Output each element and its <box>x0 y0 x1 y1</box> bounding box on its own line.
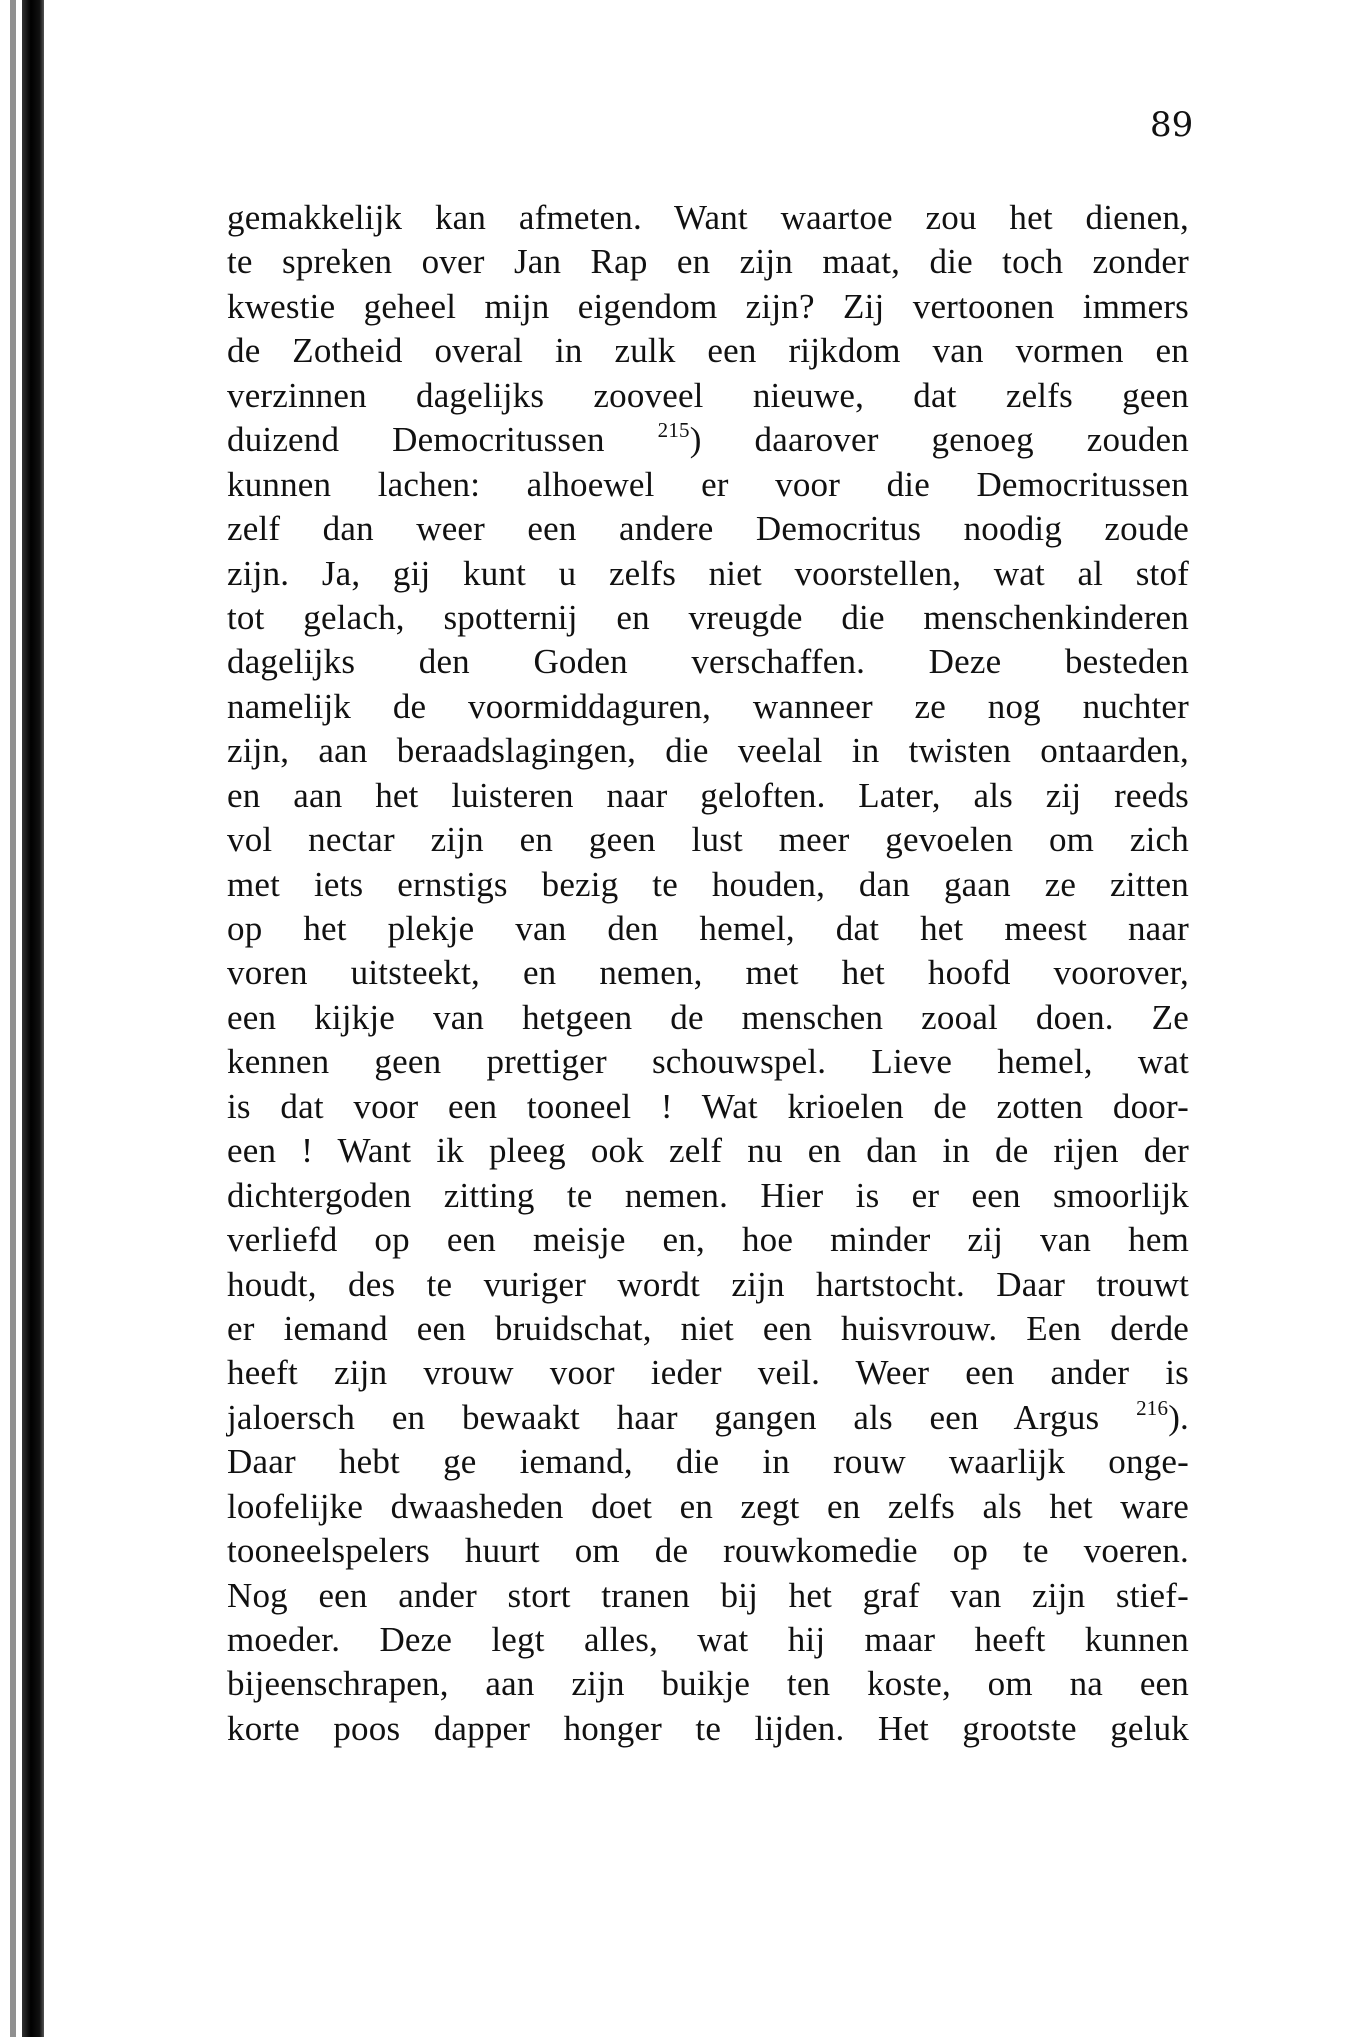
text-line <box>227 1396 1189 1440</box>
line-text: tot gelach, spotternij en vreugde die menschenkinderen <box>227 597 1189 637</box>
text-line <box>227 729 1189 773</box>
line-text: dichtergoden zitting te nemen. Hier is er een smoorlijk <box>227 1175 1189 1215</box>
text-line <box>227 1440 1189 1484</box>
text-line <box>227 507 1189 551</box>
line-text: de Zotheid overal in zulk een rijkdom van vormen en <box>227 331 1189 371</box>
text-line <box>227 1263 1189 1307</box>
text-line <box>227 863 1189 907</box>
text-line <box>227 774 1189 818</box>
text-line <box>227 640 1189 684</box>
text-line <box>227 463 1189 507</box>
text-line <box>227 285 1189 329</box>
line-text: is dat voor een tooneel ! Wat krioelen de zotten door- <box>227 1086 1189 1126</box>
text-line <box>227 1351 1189 1395</box>
line-text: kennen geen prettiger schouwspel. Lieve hemel, wat <box>227 1042 1189 1082</box>
body-text <box>227 196 1189 1751</box>
footnote-reference: 215 <box>657 418 690 443</box>
line-text: een kijkje van hetgeen de menschen zooal doen. Ze <box>227 997 1189 1037</box>
text-line <box>227 196 1189 240</box>
line-text: bijeenschrapen, aan zijn buikje ten koste, om na een <box>227 1664 1189 1704</box>
text-line <box>227 1662 1189 1706</box>
line-text: loofelijke dwaasheden doet en zegt en zelfs als het ware <box>227 1486 1189 1526</box>
line-text: zijn. Ja, gij kunt u zelfs niet voorstellen, wat al stof <box>227 553 1189 593</box>
line-text: met iets ernstigs bezig te houden, dan gaan ze zitten <box>227 864 1189 904</box>
line-text: kunnen lachen: alhoewel er voor die Democritussen <box>227 464 1189 504</box>
line-text: duizend Democritussen <box>227 420 605 460</box>
text-line <box>227 418 1189 462</box>
text-line <box>227 329 1189 373</box>
line-text: tooneelspelers huurt om de rouwkomedie op te voeren. <box>227 1531 1189 1571</box>
line-text: zelf dan weer een andere Democritus noodig zoude <box>227 509 1189 549</box>
text-line <box>227 1618 1189 1662</box>
text-line <box>227 1485 1189 1529</box>
line-text: dagelijks den Goden verschaffen. Deze besteden <box>227 642 1189 682</box>
text-line <box>227 907 1189 951</box>
line-text: zijn, aan beraadslagingen, die veelal in twisten ontaarden, <box>227 731 1189 771</box>
line-text: jaloersch en bewaakt haar gangen als een Argus <box>227 1397 1100 1437</box>
line-text: een ! Want ik pleeg ook zelf nu en dan in de rijen der <box>227 1131 1189 1171</box>
line-text: namelijk de voormiddaguren, wanneer ze nog nuchter <box>227 686 1189 726</box>
line-text: kwestie geheel mijn eigendom zijn? Zij vertoonen immers <box>227 286 1189 326</box>
text-line <box>227 552 1189 596</box>
text-line <box>227 1307 1189 1351</box>
page-edge-shadow <box>10 0 16 2037</box>
text-line <box>227 1129 1189 1173</box>
text-line <box>227 240 1189 284</box>
line-text-continued: ). <box>1168 1397 1189 1437</box>
book-binding-edge <box>22 0 44 2037</box>
line-text: vol nectar zijn en geen lust meer gevoelen om zich <box>227 820 1189 860</box>
text-line <box>227 996 1189 1040</box>
text-line <box>227 1040 1189 1084</box>
text-line <box>227 685 1189 729</box>
line-text: korte poos dapper honger te lijden. Het grootste geluk <box>227 1708 1189 1748</box>
text-line <box>227 1174 1189 1218</box>
page-number: 89 <box>1150 105 1194 145</box>
line-text: te spreken over Jan Rap en zijn maat, die toch zonder <box>227 242 1189 282</box>
line-text: Nog een ander stort tranen bij het graf van zijn stief- <box>227 1575 1189 1615</box>
text-line <box>227 1529 1189 1573</box>
text-line <box>227 1218 1189 1262</box>
footnote-reference: 216 <box>1136 1395 1169 1420</box>
line-text: Daar hebt ge iemand, die in rouw waarlijk onge- <box>227 1442 1189 1482</box>
line-text-continued: ) daarover genoeg zouden <box>689 420 1189 460</box>
line-text: verzinnen dagelijks zooveel nieuwe, dat zelfs geen <box>227 375 1189 415</box>
line-text: gemakkelijk kan afmeten. Want waartoe zou het dienen, <box>227 198 1189 237</box>
line-text: er iemand een bruidschat, niet een huisvrouw. Een derde <box>227 1308 1189 1348</box>
line-text: verliefd op een meisje en, hoe minder zij van hem <box>227 1220 1189 1260</box>
line-text: op het plekje van den hemel, dat het meest naar <box>227 909 1189 948</box>
text-line <box>227 1707 1189 1751</box>
text-line <box>227 1574 1189 1618</box>
line-text: houdt, des te vuriger wordt zijn hartstocht. Daar trouwt <box>227 1264 1189 1304</box>
text-line <box>227 1085 1189 1129</box>
text-line <box>227 374 1189 418</box>
text-line <box>227 951 1189 995</box>
line-text: heeft zijn vrouw voor ieder veil. Weer een ander is <box>227 1353 1189 1393</box>
line-text: en aan het luisteren naar geloften. Later, als zij reeds <box>227 775 1189 815</box>
line-text: voren uitsteekt, en nemen, met het hoofd voorover, <box>227 953 1189 993</box>
line-text: moeder. Deze legt alles, wat hij maar heeft kunnen <box>227 1620 1189 1659</box>
text-line <box>227 596 1189 640</box>
text-line <box>227 818 1189 862</box>
